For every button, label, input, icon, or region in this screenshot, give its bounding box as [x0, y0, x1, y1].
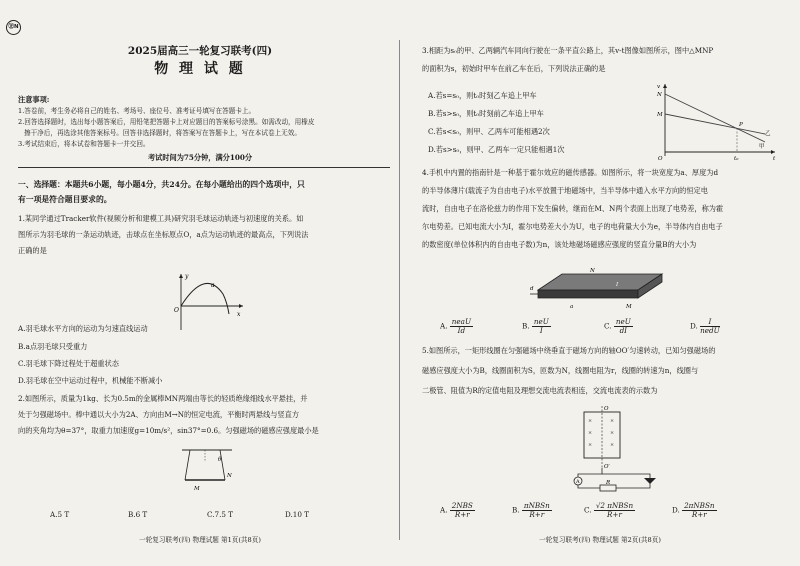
field-cross: × [610, 430, 615, 436]
resistor-label: R [606, 480, 611, 486]
q4-hall-slab-figure [530, 262, 670, 312]
q5-stem: 5.如图所示，一矩形线圈在匀强磁场中绕垂直于磁场方向的轴OO′匀速转动，已知匀强磁场的 [422, 346, 716, 355]
thickness-d-label: d [530, 286, 534, 292]
q1-option-b: B.a点羽毛球只受重力 [18, 342, 88, 351]
q5-option-c [584, 502, 635, 519]
origin-label: O [174, 307, 179, 314]
theta-label: θ [218, 457, 222, 463]
fraction-denominator: R+r [607, 510, 622, 519]
q2-stem: 向的夹角均为θ=37°，取重力加速度g=10m/s²，sin37°=0.6。匀强磁场的磁感应强度最小是 [18, 426, 319, 435]
diode-icon [644, 478, 656, 484]
suspension-thread [220, 450, 225, 480]
fraction-numerator: neU [533, 317, 549, 326]
q4-option-c [604, 318, 633, 335]
option-letter: B. [512, 505, 520, 515]
field-cross: × [610, 442, 615, 448]
subject-title: 物 理 试 题 [154, 61, 246, 77]
notice-line: 1.答卷前，考生务必将自己的姓名、考场号、座位号、准考证号填写在答题卡上。 [18, 107, 256, 115]
option-letter: D. [690, 321, 698, 331]
q4-stem: 4.手机中内置的指南针是一种基于霍尔效应的磁传感器。如图所示，将一块宽度为a、厚度为d [422, 168, 719, 177]
notice-line: 擦干净后，再选涂其他答案标号。回答非选择题时，将答案写在答题卡上，写在本试卷上无效。 [24, 129, 301, 137]
section1-heading-cont: 有一项是符合题目要求的。 [18, 195, 112, 204]
fraction-numerator: I [700, 318, 720, 327]
axis-o-prime-label: O′ [604, 464, 610, 470]
q2-option-a: A.5 T [50, 510, 70, 519]
q4-stem: 尔电势差。已知电流大小为I，霍尔电势差大小为U，电子的电荷量大小为e，半导体内自由电子 [422, 222, 723, 231]
notice-line: 3.考试结束后，将本试卷和答题卡一并交回。 [18, 140, 150, 148]
slab-front [538, 290, 638, 298]
q4-stem: 的半导体薄片(载流子为自由电子)水平放置于地磁场中，当半导体中通入水平方向的恒定电 [422, 186, 708, 195]
notice-heading: 注意事项: [18, 95, 50, 104]
magnetic-field-crosses [588, 418, 614, 448]
q2-option-d: D.10 T [285, 510, 310, 519]
origin-label: O [658, 156, 663, 162]
option-letter: C. [584, 505, 592, 515]
fraction-denominator: dI [619, 326, 628, 335]
x-axis-arrow [239, 304, 243, 308]
q3-option-b: B.若s>s₀，则t₀时刻前乙车追上甲车 [428, 109, 544, 118]
suspension-thread [185, 450, 190, 480]
circuit-wire [578, 468, 602, 488]
line-yi [665, 114, 765, 134]
q5-stem: 二极管、阻值为R的定值电阻及理想交流电流表相连，交流电流表的示数为 [422, 386, 658, 395]
exam-title: 2025届高三一轮复习联考(四) [127, 45, 273, 57]
yi-label: 乙 [765, 131, 771, 137]
q2-option-b: B.6 T [128, 510, 148, 519]
q4-option-a [440, 318, 473, 335]
q5-option-d [672, 502, 717, 519]
field-cross: × [588, 430, 593, 436]
field-cross: × [588, 442, 593, 448]
q3-option-c: C.若s<s₀，则甲、乙两车可能相遇2次 [428, 127, 550, 136]
fraction-denominator: R+r [529, 510, 545, 519]
fraction-denominator: Id [457, 326, 466, 335]
q1-option-d: D.羽毛球在空中运动过程中，机械能不断减小 [18, 376, 163, 385]
notice-line: 2.回答选择题时，选出每小题答案后，用铅笔把答题卡上对应题目的答案标号涂黑。如需改动，用橡皮 [18, 118, 315, 126]
trajectory-curve [181, 283, 229, 314]
end-m-label: M [194, 486, 200, 492]
fraction-numerator: neaU [451, 317, 472, 326]
t0-label: t₀ [734, 156, 739, 162]
option-letter: B. [522, 321, 530, 331]
q3-vt-graph [655, 82, 780, 162]
fraction-denominator: R+r [691, 510, 707, 519]
option-letter: C. [604, 321, 612, 331]
q1-trajectory-figure [165, 272, 245, 332]
current-i-label: I [616, 282, 619, 288]
fraction-numerator: 2πNBSn [684, 501, 715, 510]
jia-label: 甲 [759, 144, 765, 150]
point-m-label: M [657, 112, 663, 118]
y-axis-arrow [179, 274, 183, 278]
section-divider [18, 167, 390, 168]
x-axis-label: x [237, 311, 241, 318]
page-footer: 一轮复习联考(四) 物理试题 第1页(共8页) [139, 536, 261, 544]
y-axis-label: y [185, 273, 189, 280]
axis-o-label: O [604, 406, 609, 412]
q5-stem: 磁感应强度大小为B，线圈面积为S，匝数为N，线圈电阻为r，线圈的转速为n，线圈与 [422, 366, 699, 375]
t-axis-arrow [771, 150, 775, 154]
fraction-numerator: 2NBS [451, 501, 473, 510]
ammeter-label: A [576, 479, 580, 485]
option-letter: D. [672, 505, 680, 515]
field-cross: × [610, 418, 615, 424]
fraction-denominator: nedU [700, 326, 720, 335]
surface-m-label: M [626, 304, 632, 310]
q3-stem: 的面积为s，初始时甲车在前乙车在后，下列说法正确的是 [422, 64, 606, 73]
fraction-denominator: R+r [454, 510, 470, 519]
q1-option-c: C.羽毛球下降过程处于超重状态 [18, 359, 119, 368]
fraction-numerator: neU [615, 317, 631, 326]
q1-stem: 图所示为羽毛球的一条运动轨迹，击球点在坐标原点O，a点为运动轨迹的最高点，下列说法 [18, 230, 309, 239]
option-letter: A. [440, 505, 448, 515]
q1-option-a: A.羽毛球水平方向的运动为匀速直线运动 [18, 324, 148, 333]
q3-option-a: A.若s=s₀，则t₀时刻乙车追上甲车 [428, 91, 537, 100]
fraction-denominator: I [539, 326, 543, 335]
line-jia [665, 94, 765, 142]
point-p-label: P [739, 122, 743, 128]
width-a-label: a [570, 304, 574, 310]
q2-stem: 2.如图所示，质量为1kg、长为0.5m的金属棒MN两端由等长的轻质绝缘细线水平悬挂，并 [18, 394, 308, 403]
exam-time-line: 考试时间为75分钟，满分100分 [147, 153, 253, 162]
fraction-numerator: √2 πNBSn [595, 501, 634, 510]
q5-option-a [440, 502, 475, 519]
t-axis-label: t [773, 156, 776, 162]
point-n-label: N [657, 92, 662, 98]
end-n-label: N [227, 473, 232, 479]
field-cross: × [588, 418, 593, 424]
q5-option-b [512, 502, 552, 519]
fraction-numerator: πNBSn [523, 501, 550, 510]
q4-stem: 的数密度(单位体积内的自由电子数)为n，该处地磁场磁感应强度的竖直分量B的大小为 [422, 240, 697, 249]
q5-generator-circuit [570, 402, 660, 492]
q1-stem: 1.某同学通过Tracker软件(视频分析和建模工具)研究羽毛球运动轨迹与初速度的关系。如 [18, 214, 304, 223]
section1-heading: 一、选择题：本题共6小题，每小题4分，共24分。在每小题给出的四个选项中，只 [18, 180, 305, 189]
q4-option-d [690, 318, 720, 335]
v-axis-label: v [657, 84, 661, 90]
surface-n-label: N [590, 268, 595, 274]
q3-option-d: D.若s>s₀，则甲、乙两车一定只能相遇1次 [428, 145, 565, 154]
point-a-label: a [211, 282, 215, 289]
q3-stem: 3.相距为s₀的甲、乙两辆汽车同向行驶在一条平直公路上，其v-t图像如图所示，图中△MNP [422, 46, 714, 55]
page-footer: 一轮复习联考(四) 物理试题 第2页(共8页) [539, 536, 661, 544]
publisher-logo: ㊣N [6, 20, 21, 35]
q2-stem: 处于匀强磁场中。棒中通以大小为2A、方向由M→N的恒定电流，平衡时两悬线与竖直方 [18, 410, 300, 419]
q4-option-b [522, 318, 551, 335]
page-2 [400, 0, 800, 566]
q2-option-c: C.7.5 T [207, 510, 234, 519]
v-axis-arrow [663, 84, 667, 88]
q4-stem: 流时，自由电子在洛伦兹力的作用下发生偏转，继而在M、N两个表面上出现了电势差，称为霍 [422, 204, 724, 213]
q1-stem: 正确的是 [18, 246, 47, 255]
option-letter: A. [440, 321, 448, 331]
q2-suspended-rod-figure [180, 448, 240, 503]
